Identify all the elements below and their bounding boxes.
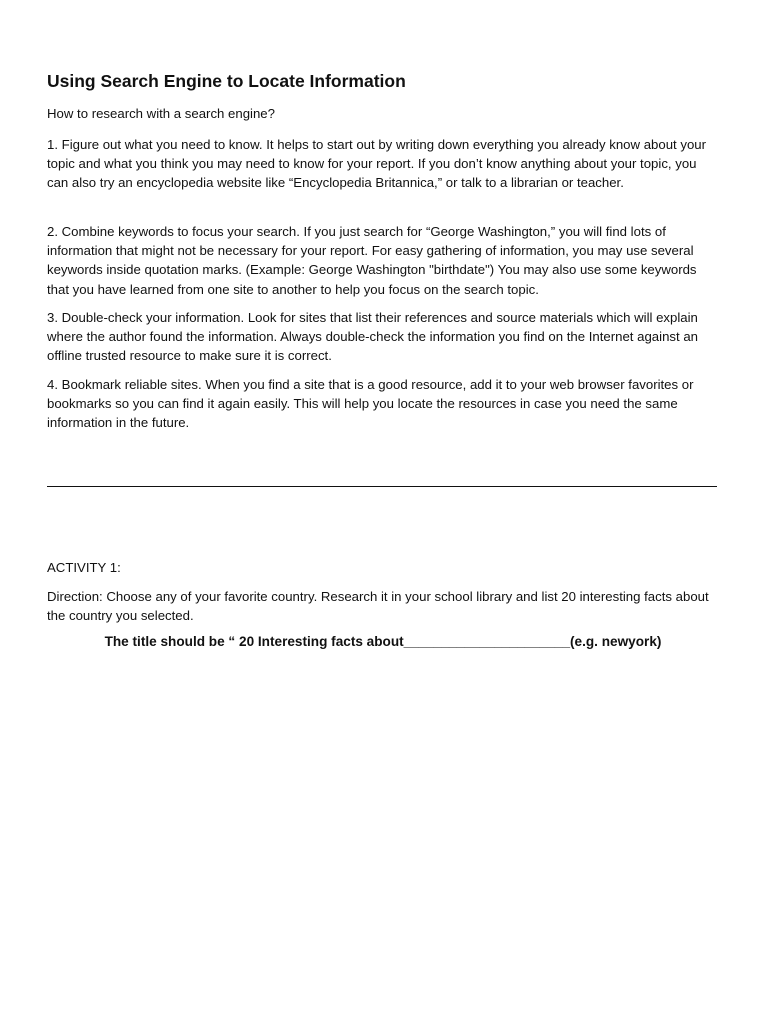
paragraph-figure-out: 1. Figure out what you need to know. It helps to start out by writing down everything you already know about your topic and what you think you may need to know for your report. If you don’t know anything about your topic, you can also try an encyclopedia website like “Encyclopedia Britannica,” or talk to a librarian or teacher. — [47, 137, 707, 191]
horizontal-divider — [47, 486, 717, 487]
activity-label: ACTIVITY 1: — [47, 560, 121, 575]
activity-title-instruction: The title should be “ 20 Interesting facts about______________________(e.g. newyork) — [104, 634, 662, 649]
paragraph-combine-keywords: 2. Combine keywords to focus your search. If you just search for “George Washington,” you will find lots of information that might not be necessary for your report. For easy gathering of information, you may use several keywords inside quotation marks. (Example: George Washington "birthdate") You may also use some keywords that you have learned from one site to another to help you focus on the search topic. — [47, 224, 697, 297]
paragraph-double-check: 3. Double-check your information. Look for sites that list their references and source materials which will explain where the author found the information. Always double-check the information you find on the Internet against an offline trusted resource to make sure it is correct. — [47, 310, 698, 364]
subtitle-question: How to research with a search engine? — [47, 106, 275, 121]
page-title: Using Search Engine to Locate Information — [47, 71, 406, 91]
paragraph-bookmark: 4. Bookmark reliable sites. When you find a site that is a good resource, add it to your web browser favorites or bookmarks so you can find it again easily. This will help you locate the resources in case you need the same information in the future. — [47, 377, 694, 431]
activity-direction: Direction: Choose any of your favorite country. Research it in your school library and list 20 interesting facts about the country you selected. — [47, 589, 709, 624]
